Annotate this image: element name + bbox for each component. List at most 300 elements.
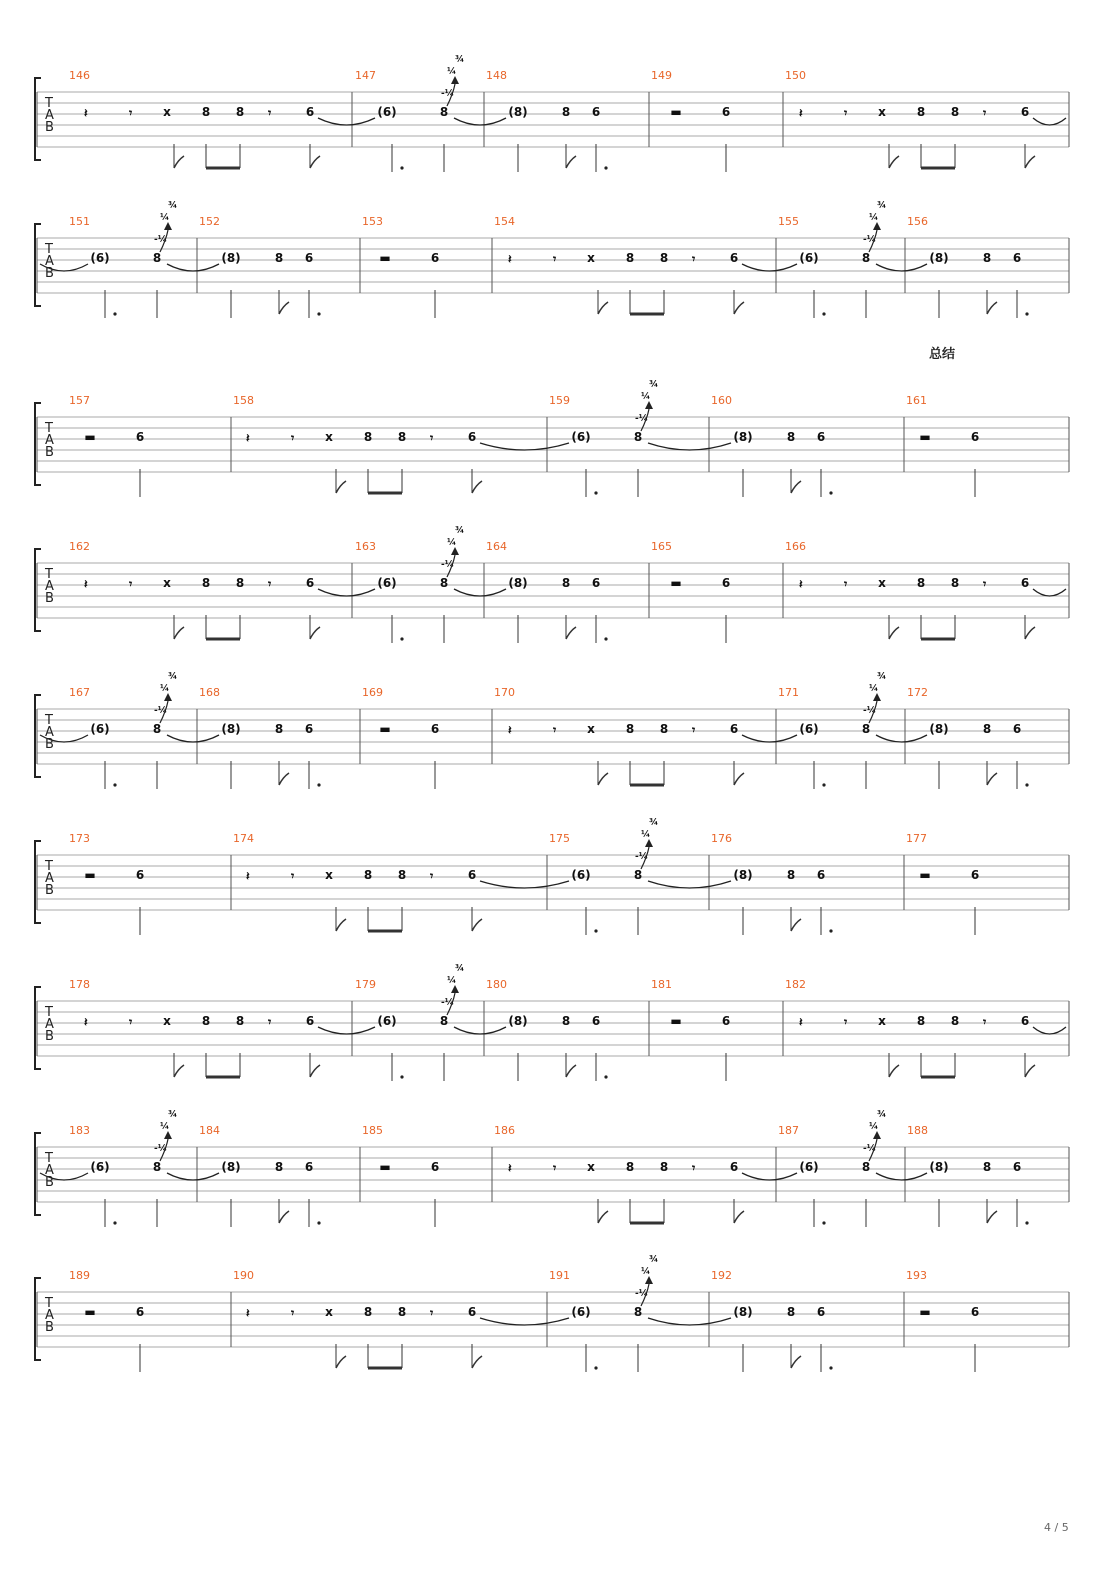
note-stem-flag bbox=[472, 919, 482, 931]
fret-number: 8 bbox=[439, 105, 449, 119]
fret-number: 6 bbox=[591, 576, 601, 590]
eighth_rest-rest: 𝄾 bbox=[129, 106, 133, 120]
measure-number: 187 bbox=[778, 1124, 799, 1137]
bend-label: ¼ bbox=[869, 1122, 879, 1132]
fret-number: 8 bbox=[916, 576, 926, 590]
section-marker-label: 总结 bbox=[929, 347, 956, 362]
bend-arrow bbox=[873, 693, 881, 701]
note-stem-dot bbox=[400, 166, 403, 169]
note-stem-flag bbox=[598, 773, 608, 785]
eighth_rest-rest: 𝄾 bbox=[692, 1161, 696, 1175]
fret-number: 8 bbox=[397, 430, 407, 444]
half-rest: ▬ bbox=[84, 430, 96, 444]
measure-number: 168 bbox=[199, 686, 220, 699]
tab-clef-letter: T bbox=[45, 1151, 53, 1166]
fret-number: (6) bbox=[377, 1014, 397, 1028]
tab-clef-letter: T bbox=[45, 421, 53, 436]
tie-arc bbox=[318, 589, 375, 596]
tab-clef-letter: A bbox=[45, 108, 54, 123]
fret-number: 6 bbox=[135, 1305, 145, 1319]
eighth_rest-rest: 𝄾 bbox=[983, 577, 987, 591]
fret-number: x bbox=[163, 1014, 171, 1028]
bend-label: ¾ bbox=[168, 201, 178, 211]
fret-number: 8 bbox=[982, 1160, 992, 1174]
eighth_rest-rest: 𝄾 bbox=[430, 1306, 434, 1320]
fret-number: x bbox=[163, 105, 171, 119]
fret-number: 8 bbox=[659, 1160, 669, 1174]
system-bracket bbox=[35, 549, 41, 631]
tie-arc bbox=[1033, 589, 1066, 596]
bend-label: ¼ bbox=[641, 392, 651, 402]
fret-number: 6 bbox=[304, 1160, 314, 1174]
fret-number: (8) bbox=[508, 105, 528, 119]
bend-label: -¼ bbox=[154, 235, 168, 245]
tab-clef-letter: T bbox=[45, 1005, 53, 1020]
fret-number: (6) bbox=[90, 251, 110, 265]
note-stem-dot bbox=[317, 312, 320, 315]
note-stem-flag bbox=[987, 302, 997, 314]
fret-number: (8) bbox=[733, 430, 753, 444]
tab-clef-letter: A bbox=[45, 725, 54, 740]
fret-number: 8 bbox=[786, 868, 796, 882]
eighth_rest-rest: 𝄾 bbox=[844, 1015, 848, 1029]
note-stem-flag bbox=[734, 1211, 744, 1223]
fret-number: 8 bbox=[235, 105, 245, 119]
fret-number: (6) bbox=[571, 430, 591, 444]
tie-arc bbox=[318, 118, 375, 125]
note-stem-flag bbox=[1025, 156, 1035, 168]
fret-number: (8) bbox=[929, 1160, 949, 1174]
note-stem-flag bbox=[472, 481, 482, 493]
tab-clef-letter: B bbox=[45, 591, 54, 606]
measure-number: 181 bbox=[651, 978, 672, 991]
bend-label: ¼ bbox=[447, 538, 457, 548]
fret-number: x bbox=[587, 1160, 595, 1174]
system-bracket bbox=[35, 841, 41, 923]
note-stem-flag bbox=[310, 627, 320, 639]
tab-clef-letter: A bbox=[45, 433, 54, 448]
quarter_rest-rest: 𝄽 bbox=[246, 1306, 250, 1320]
fret-number: 8 bbox=[625, 722, 635, 736]
note-stem-dot bbox=[604, 1075, 607, 1078]
measure-number: 182 bbox=[785, 978, 806, 991]
fret-number: 8 bbox=[861, 1160, 871, 1174]
fret-number: 6 bbox=[970, 868, 980, 882]
fret-number: (8) bbox=[221, 251, 241, 265]
eighth_rest-rest: 𝄾 bbox=[553, 723, 557, 737]
tab-clef-letter: B bbox=[45, 1029, 54, 1044]
fret-number: 8 bbox=[363, 1305, 373, 1319]
note-stem-flag bbox=[336, 1356, 346, 1368]
quarter_rest-rest: 𝄽 bbox=[508, 252, 512, 266]
fret-number: (8) bbox=[733, 1305, 753, 1319]
note-stem-dot bbox=[317, 1221, 320, 1224]
fret-number: 8 bbox=[659, 722, 669, 736]
tab-clef-letter: B bbox=[45, 1320, 54, 1335]
note-stem-flag bbox=[791, 481, 801, 493]
fret-number: 6 bbox=[467, 430, 477, 444]
tie-arc bbox=[480, 1318, 569, 1325]
note-stem-flag bbox=[472, 1356, 482, 1368]
fret-number: (8) bbox=[508, 576, 528, 590]
tab-clef-letter: A bbox=[45, 1163, 54, 1178]
tie-arc bbox=[648, 443, 731, 450]
fret-number: 8 bbox=[916, 1014, 926, 1028]
eighth_rest-rest: 𝄾 bbox=[553, 252, 557, 266]
fret-number: 8 bbox=[659, 251, 669, 265]
note-stem-flag bbox=[987, 773, 997, 785]
tab-clef-letter: A bbox=[45, 254, 54, 269]
measure-number: 147 bbox=[355, 69, 376, 82]
fret-number: (6) bbox=[90, 722, 110, 736]
system-bracket bbox=[35, 78, 41, 160]
fret-number: (8) bbox=[929, 722, 949, 736]
fret-number: 8 bbox=[235, 1014, 245, 1028]
note-stem-flag bbox=[336, 919, 346, 931]
fret-number: 6 bbox=[1012, 722, 1022, 736]
tie-arc bbox=[1033, 118, 1066, 125]
fret-number: 6 bbox=[970, 430, 980, 444]
measure-number: 150 bbox=[785, 69, 806, 82]
note-stem-dot bbox=[113, 783, 116, 786]
eighth_rest-rest: 𝄾 bbox=[129, 1015, 133, 1029]
measure-number: 154 bbox=[494, 215, 515, 228]
measure-number: 156 bbox=[907, 215, 928, 228]
eighth_rest-rest: 𝄾 bbox=[268, 1015, 272, 1029]
fret-number: 6 bbox=[305, 1014, 315, 1028]
tie-arc bbox=[648, 1318, 731, 1325]
fret-number: 6 bbox=[304, 251, 314, 265]
fret-number: (8) bbox=[929, 251, 949, 265]
bend-label: ¾ bbox=[455, 964, 465, 974]
note-stem-flag bbox=[336, 481, 346, 493]
half-rest: ▬ bbox=[379, 251, 391, 265]
tab-clef-letter: B bbox=[45, 266, 54, 281]
eighth_rest-rest: 𝄾 bbox=[129, 577, 133, 591]
fret-number: x bbox=[587, 251, 595, 265]
tab-clef-letter: A bbox=[45, 579, 54, 594]
bend-label: -¼ bbox=[441, 998, 455, 1008]
fret-number: 8 bbox=[363, 868, 373, 882]
bend-label: ¼ bbox=[641, 830, 651, 840]
tie-arc bbox=[167, 264, 219, 271]
tab-clef-letter: A bbox=[45, 1017, 54, 1032]
measure-number: 166 bbox=[785, 540, 806, 553]
note-stem-flag bbox=[734, 302, 744, 314]
note-stem-flag bbox=[598, 1211, 608, 1223]
note-stem-flag bbox=[310, 1065, 320, 1077]
note-stem-dot bbox=[822, 1221, 825, 1224]
quarter_rest-rest: 𝄽 bbox=[84, 1015, 88, 1029]
fret-number: 8 bbox=[633, 430, 643, 444]
fret-number: (6) bbox=[799, 1160, 819, 1174]
note-stem-dot bbox=[317, 783, 320, 786]
measure-number: 183 bbox=[69, 1124, 90, 1137]
fret-number: 8 bbox=[625, 1160, 635, 1174]
fret-number: 8 bbox=[786, 1305, 796, 1319]
system-bracket bbox=[35, 695, 41, 777]
bend-arrow bbox=[645, 401, 653, 409]
measure-number: 189 bbox=[69, 1269, 90, 1282]
note-stem-flag bbox=[889, 156, 899, 168]
measure-number: 190 bbox=[233, 1269, 254, 1282]
bend-label: ¾ bbox=[877, 672, 887, 682]
fret-number: 8 bbox=[633, 868, 643, 882]
eighth_rest-rest: 𝄾 bbox=[430, 431, 434, 445]
fret-number: 6 bbox=[721, 105, 731, 119]
fret-number: x bbox=[325, 868, 333, 882]
half-rest: ▬ bbox=[670, 576, 682, 590]
quarter_rest-rest: 𝄽 bbox=[799, 1015, 803, 1029]
measure-number: 165 bbox=[651, 540, 672, 553]
bend-label: ¾ bbox=[649, 380, 659, 390]
tie-arc bbox=[876, 1173, 927, 1180]
bend-label: -¼ bbox=[635, 1289, 649, 1299]
note-stem-flag bbox=[791, 1356, 801, 1368]
bend-arrow bbox=[645, 839, 653, 847]
measure-number: 153 bbox=[362, 215, 383, 228]
tie-arc bbox=[167, 1173, 219, 1180]
bend-label: ¾ bbox=[168, 672, 178, 682]
note-stem-dot bbox=[604, 166, 607, 169]
fret-number: (6) bbox=[377, 576, 397, 590]
tie-arc bbox=[742, 264, 797, 271]
measure-number: 180 bbox=[486, 978, 507, 991]
measure-number: 151 bbox=[69, 215, 90, 228]
bend-label: ¼ bbox=[641, 1267, 651, 1277]
note-stem-flag bbox=[279, 302, 289, 314]
bend-label: -¼ bbox=[441, 560, 455, 570]
quarter_rest-rest: 𝄽 bbox=[799, 577, 803, 591]
eighth_rest-rest: 𝄾 bbox=[692, 252, 696, 266]
note-stem-dot bbox=[400, 637, 403, 640]
quarter_rest-rest: 𝄽 bbox=[246, 431, 250, 445]
fret-number: 8 bbox=[861, 722, 871, 736]
fret-number: 6 bbox=[721, 576, 731, 590]
half-rest: ▬ bbox=[84, 1305, 96, 1319]
bend-label: ¼ bbox=[869, 684, 879, 694]
tie-arc bbox=[876, 735, 927, 742]
bend-label: ¼ bbox=[160, 684, 170, 694]
tab-clef-letter: A bbox=[45, 1308, 54, 1323]
quarter_rest-rest: 𝄽 bbox=[84, 106, 88, 120]
fret-number: x bbox=[587, 722, 595, 736]
half-rest: ▬ bbox=[379, 722, 391, 736]
eighth_rest-rest: 𝄾 bbox=[553, 1161, 557, 1175]
fret-number: 8 bbox=[201, 1014, 211, 1028]
eighth_rest-rest: 𝄾 bbox=[268, 106, 272, 120]
eighth_rest-rest: 𝄾 bbox=[291, 431, 295, 445]
fret-number: 8 bbox=[561, 105, 571, 119]
note-stem-dot bbox=[822, 783, 825, 786]
fret-number: 6 bbox=[721, 1014, 731, 1028]
fret-number: x bbox=[878, 105, 886, 119]
bend-arrow bbox=[873, 1131, 881, 1139]
measure-number: 152 bbox=[199, 215, 220, 228]
tab-clef-letter: T bbox=[45, 96, 53, 111]
fret-number: 6 bbox=[430, 722, 440, 736]
eighth_rest-rest: 𝄾 bbox=[291, 869, 295, 883]
fret-number: (6) bbox=[377, 105, 397, 119]
bend-label: ¼ bbox=[447, 67, 457, 77]
note-stem-dot bbox=[1025, 312, 1028, 315]
note-stem-dot bbox=[829, 1366, 832, 1369]
note-stem-dot bbox=[594, 1366, 597, 1369]
measure-number: 158 bbox=[233, 394, 254, 407]
fret-number: 8 bbox=[201, 576, 211, 590]
note-stem-dot bbox=[113, 1221, 116, 1224]
fret-number: 8 bbox=[152, 722, 162, 736]
eighth_rest-rest: 𝄾 bbox=[692, 723, 696, 737]
measure-number: 185 bbox=[362, 1124, 383, 1137]
measure-number: 159 bbox=[549, 394, 570, 407]
bend-label: -¼ bbox=[863, 235, 877, 245]
note-stem-flag bbox=[598, 302, 608, 314]
fret-number: 8 bbox=[950, 105, 960, 119]
note-stem-flag bbox=[889, 627, 899, 639]
fret-number: (8) bbox=[221, 722, 241, 736]
note-stem-dot bbox=[400, 1075, 403, 1078]
eighth_rest-rest: 𝄾 bbox=[844, 577, 848, 591]
fret-number: 6 bbox=[467, 1305, 477, 1319]
fret-number: x bbox=[878, 576, 886, 590]
measure-number: 167 bbox=[69, 686, 90, 699]
half-rest: ▬ bbox=[84, 868, 96, 882]
measure-number: 157 bbox=[69, 394, 90, 407]
bend-arrow bbox=[645, 1276, 653, 1284]
bend-label: ¾ bbox=[455, 55, 465, 65]
bend-arrow bbox=[873, 222, 881, 230]
fret-number: 8 bbox=[439, 1014, 449, 1028]
fret-number: (6) bbox=[799, 722, 819, 736]
fret-number: 6 bbox=[1012, 1160, 1022, 1174]
system-bracket bbox=[35, 1278, 41, 1360]
tie-arc bbox=[454, 118, 506, 125]
measure-number: 160 bbox=[711, 394, 732, 407]
fret-number: 8 bbox=[152, 1160, 162, 1174]
half-rest: ▬ bbox=[919, 1305, 931, 1319]
measure-number: 161 bbox=[906, 394, 927, 407]
tie-arc bbox=[876, 264, 927, 271]
measure-number: 169 bbox=[362, 686, 383, 699]
fret-number: 8 bbox=[916, 105, 926, 119]
fret-number: 8 bbox=[201, 105, 211, 119]
measure-number: 173 bbox=[69, 832, 90, 845]
bend-label: -¼ bbox=[635, 414, 649, 424]
bend-label: -¼ bbox=[863, 1144, 877, 1154]
fret-number: 6 bbox=[304, 722, 314, 736]
note-stem-flag bbox=[566, 627, 576, 639]
measure-number: 193 bbox=[906, 1269, 927, 1282]
fret-number: x bbox=[325, 1305, 333, 1319]
bend-arrow bbox=[164, 693, 172, 701]
note-stem-flag bbox=[734, 773, 744, 785]
note-stem-dot bbox=[822, 312, 825, 315]
fret-number: (6) bbox=[799, 251, 819, 265]
measure-number: 186 bbox=[494, 1124, 515, 1137]
measure-number: 149 bbox=[651, 69, 672, 82]
fret-number: 6 bbox=[816, 868, 826, 882]
fret-number: 8 bbox=[861, 251, 871, 265]
tab-clef-letter: B bbox=[45, 1175, 54, 1190]
measure-number: 146 bbox=[69, 69, 90, 82]
fret-number: 8 bbox=[982, 722, 992, 736]
bend-label: ¾ bbox=[649, 1255, 659, 1265]
tab-clef-letter: B bbox=[45, 883, 54, 898]
half-rest: ▬ bbox=[919, 868, 931, 882]
bend-label: ¼ bbox=[447, 976, 457, 986]
measure-number: 170 bbox=[494, 686, 515, 699]
half-rest: ▬ bbox=[670, 105, 682, 119]
tie-arc bbox=[742, 735, 797, 742]
bend-arrow bbox=[451, 76, 459, 84]
system-bracket bbox=[35, 224, 41, 306]
quarter_rest-rest: 𝄽 bbox=[84, 577, 88, 591]
fret-number: x bbox=[878, 1014, 886, 1028]
measure-number: 148 bbox=[486, 69, 507, 82]
fret-number: 6 bbox=[729, 1160, 739, 1174]
tie-arc bbox=[480, 443, 569, 450]
fret-number: 8 bbox=[633, 1305, 643, 1319]
eighth_rest-rest: 𝄾 bbox=[983, 106, 987, 120]
note-stem-flag bbox=[1025, 627, 1035, 639]
eighth_rest-rest: 𝄾 bbox=[291, 1306, 295, 1320]
bend-label: ¾ bbox=[168, 1110, 178, 1120]
note-stem-flag bbox=[310, 156, 320, 168]
note-stem-flag bbox=[174, 156, 184, 168]
eighth_rest-rest: 𝄾 bbox=[844, 106, 848, 120]
fret-number: 8 bbox=[274, 251, 284, 265]
note-stem-flag bbox=[1025, 1065, 1035, 1077]
measure-number: 171 bbox=[778, 686, 799, 699]
bend-arrow bbox=[451, 547, 459, 555]
fret-number: 8 bbox=[397, 868, 407, 882]
note-stem-dot bbox=[829, 491, 832, 494]
measure-number: 178 bbox=[69, 978, 90, 991]
measure-number: 176 bbox=[711, 832, 732, 845]
fret-number: 8 bbox=[363, 430, 373, 444]
bend-label: ¾ bbox=[877, 201, 887, 211]
tab-clef-letter: T bbox=[45, 242, 53, 257]
fret-number: x bbox=[325, 430, 333, 444]
fret-number: 8 bbox=[950, 576, 960, 590]
measure-number: 191 bbox=[549, 1269, 570, 1282]
fret-number: x bbox=[163, 576, 171, 590]
bend-label: ¾ bbox=[877, 1110, 887, 1120]
measure-number: 184 bbox=[199, 1124, 220, 1137]
note-stem-dot bbox=[594, 491, 597, 494]
fret-number: 6 bbox=[970, 1305, 980, 1319]
quarter_rest-rest: 𝄽 bbox=[508, 723, 512, 737]
half-rest: ▬ bbox=[670, 1014, 682, 1028]
fret-number: 6 bbox=[591, 1014, 601, 1028]
fret-number: 8 bbox=[152, 251, 162, 265]
fret-number: 8 bbox=[397, 1305, 407, 1319]
note-stem-dot bbox=[829, 929, 832, 932]
eighth_rest-rest: 𝄾 bbox=[983, 1015, 987, 1029]
measure-number: 174 bbox=[233, 832, 254, 845]
note-stem-flag bbox=[791, 919, 801, 931]
note-stem-flag bbox=[174, 1065, 184, 1077]
measure-number: 177 bbox=[906, 832, 927, 845]
note-stem-flag bbox=[174, 627, 184, 639]
fret-number: 8 bbox=[274, 722, 284, 736]
note-stem-flag bbox=[566, 1065, 576, 1077]
fret-number: 6 bbox=[430, 251, 440, 265]
quarter_rest-rest: 𝄽 bbox=[246, 869, 250, 883]
fret-number: 6 bbox=[430, 1160, 440, 1174]
fret-number: 6 bbox=[135, 868, 145, 882]
